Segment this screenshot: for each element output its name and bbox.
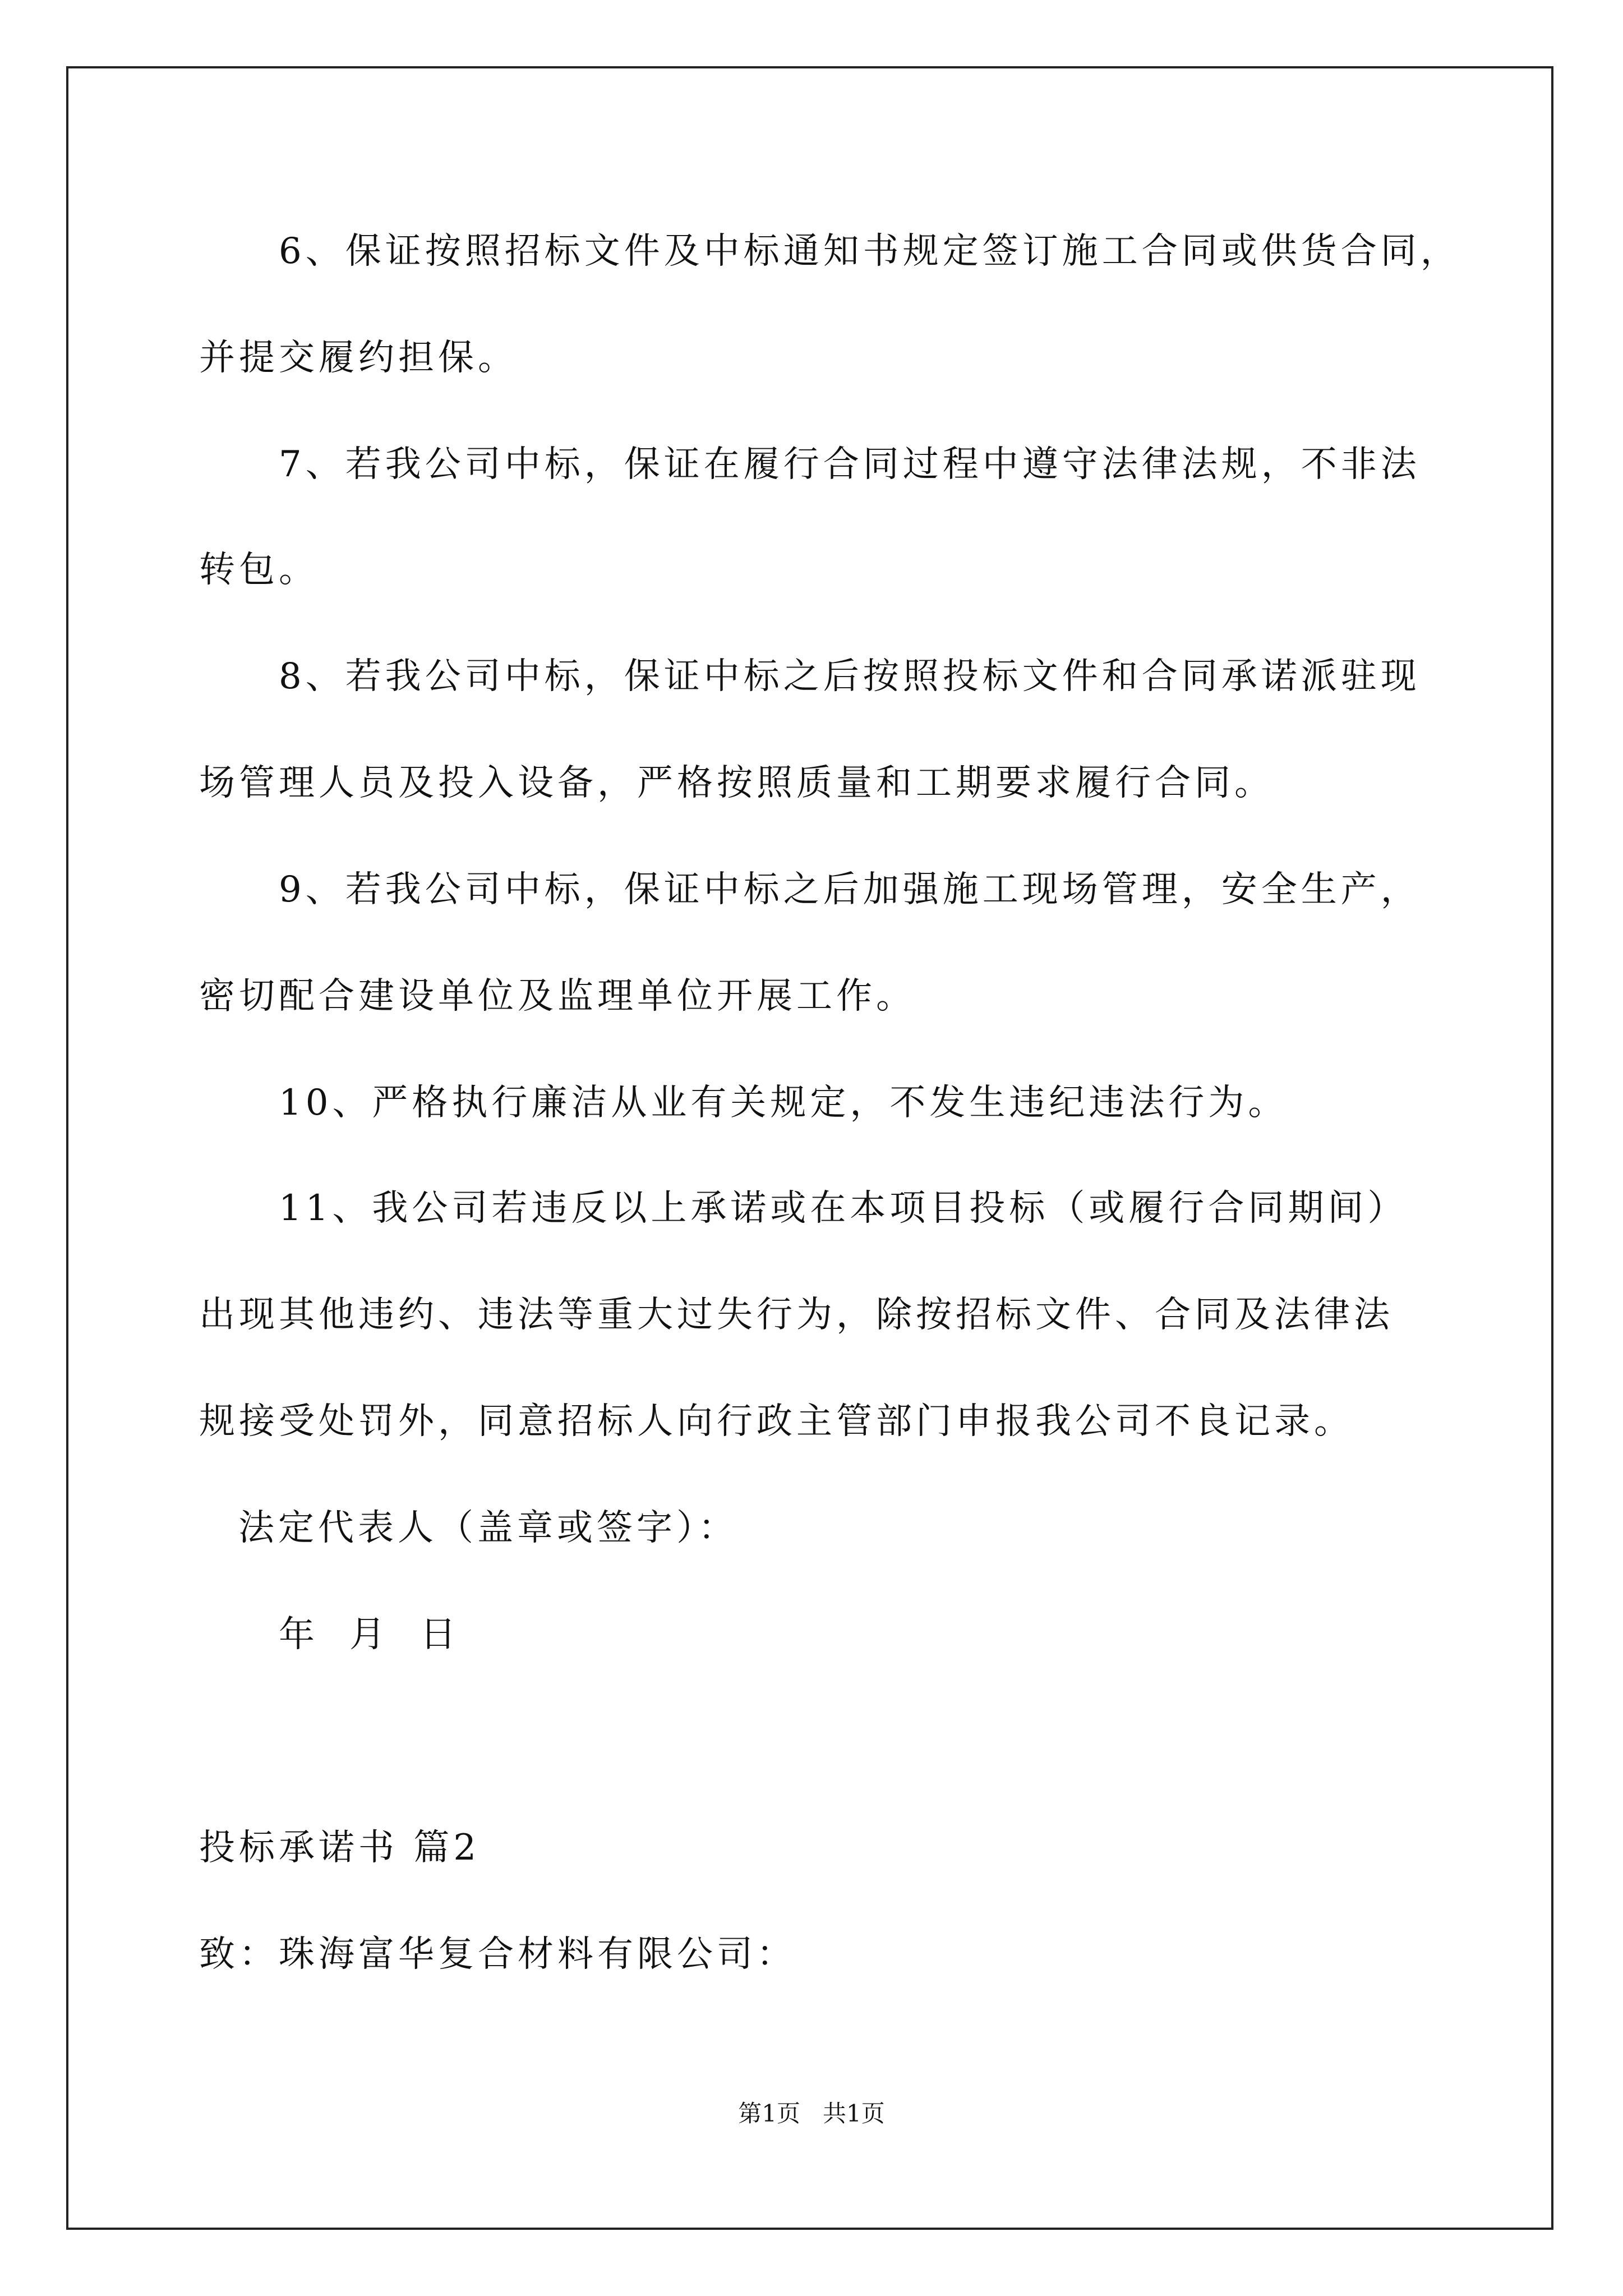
date-month: 月 <box>349 1614 385 1655</box>
item-8-line-2: 场管理人员及投入设备，严格按照质量和工期要求履行合同。 <box>199 762 1274 804</box>
date-day: 日 <box>420 1614 456 1655</box>
item-10-line-1: 10、严格执行廉洁从业有关规定，不发生违纪违法行为。 <box>279 1082 1288 1124</box>
item-11-line-1: 11、我公司若违反以上承诺或在本项目投标（或履行合同期间） <box>279 1188 1408 1229</box>
addressee: 致：珠海富华复合材料有限公司： <box>199 1934 796 1975</box>
date-line <box>279 1612 491 1657</box>
page-number-current: 第1页 <box>738 2100 800 2127</box>
page-border <box>66 66 1553 2230</box>
page-footer <box>0 2098 1623 2129</box>
item-11-line-3: 规接受处罚外，同意招标人向行政主管部门申报我公司不良记录。 <box>199 1401 1354 1442</box>
item-11-line-2: 出现其他违约、违法等重大过失行为，除按招标文件、合同及法律法 <box>199 1294 1394 1336</box>
item-8-line-1: 8、若我公司中标，保证中标之后按照投标文件和合同承诺派驻现 <box>279 656 1421 697</box>
date-year: 年 <box>279 1614 315 1655</box>
page-number-total: 共1页 <box>823 2100 885 2127</box>
item-7-line-2: 转包。 <box>199 549 319 591</box>
item-6-line-1: 6、保证按照招标文件及中标通知书规定签订施工合同或供货合同， <box>279 231 1460 272</box>
item-9-line-2: 密切配合建设单位及监理单位开展工作。 <box>199 976 916 1017</box>
section-title: 投标承诺书 篇2 <box>199 1827 481 1869</box>
item-7-line-1: 7、若我公司中标，保证在履行合同过程中遵守法律法规，不非法 <box>279 444 1421 485</box>
signature-label: 法定代表人（盖章或签字）： <box>238 1507 738 1549</box>
item-6-line-2: 并提交履约担保。 <box>199 337 518 379</box>
item-9-line-1: 9、若我公司中标，保证中标之后加强施工现场管理，安全生产， <box>279 869 1421 910</box>
